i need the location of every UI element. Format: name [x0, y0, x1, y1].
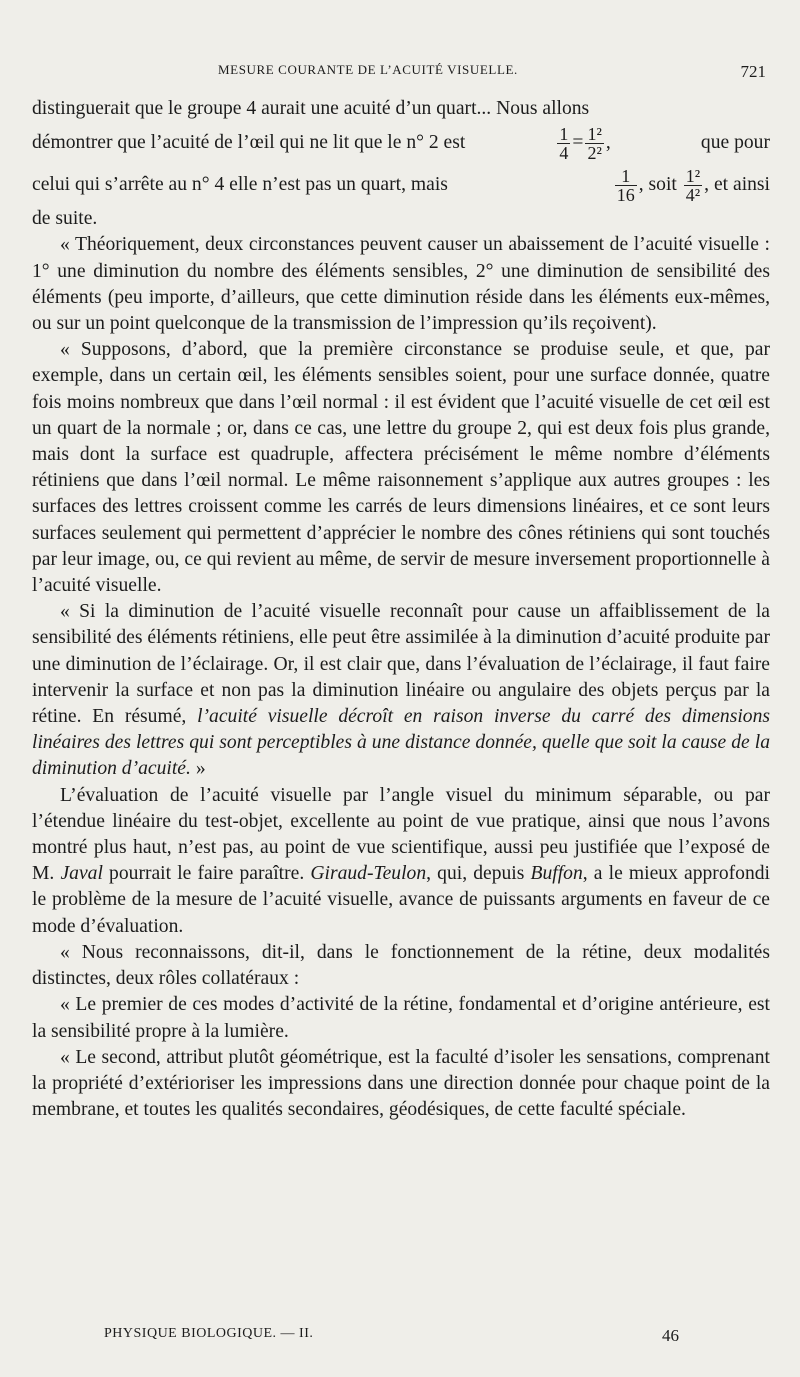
text-fragment: celui qui s’arrête au n° 4 elle n’est pas un quart, mais	[32, 174, 448, 196]
sheet-number: 46	[662, 1326, 679, 1345]
page-header	[0, 62, 800, 86]
page-body	[32, 96, 770, 1123]
fraction: $\frac{1}{4}$	[559, 123, 569, 163]
equation: $\frac{1}{4}$ = $\frac{\text{1²}}{\text{2²}}$ ,	[559, 123, 611, 163]
fraction: $\frac{1}{16}$	[616, 165, 635, 205]
page-number: 721	[740, 62, 766, 81]
paragraph: « Si la diminution de l’acuité visuelle reconnaît pour cause un affaiblissement de la sensibilité des éléments rétiniens, elle peut être assimilée à la diminution d’acuité produite par une diminution de l’éclairage. Or, il est clair que, dans l’évaluation de l’éclairage, il faut faire intervenir la surface et non pas la diminution linéaire ou angulaire des objets perçus par la rétine. En résumé, l’acuité visuelle décroît en raison inverse du carré des dimensions linéaires des lettres qui sont perceptibles à une distance donnée, quelle que soit la cause de la diminution d’acuité. »	[32, 601, 770, 780]
paragraph: « Nous reconnaissons, dit-il, dans le fonctionnement de la rétine, deux modalités distinctes, deux rôles collatéraux :	[32, 941, 770, 990]
author-name: Buffon	[530, 863, 583, 885]
paragraph: « Théoriquement, deux circonstances peuvent causer un abaissement de l’acuité visuelle : 1° une diminution du nombre des éléments sensibles, 2° une diminution de sensibilité des éléments (peu importe, d’ailleurs, que cette diminution réside dans les éléments eux-mêmes, ou sur un point quelconque de la transmission de l’impression qu’ils reçoivent).	[32, 234, 770, 335]
italic-emphasis: l’acuité visuelle décroît en raison inverse du carré des dimensions linéaires des lettres qui sont perceptibles à une distance donnée, quelle que soit la cause de la diminution d’acuité.	[32, 706, 770, 780]
text-line: distinguerait que le groupe 4 aurait une acuité d’un quart... Nous allons	[32, 98, 590, 119]
paragraph: L’évaluation de l’acuité visuelle par l’angle visuel du minimum séparable, ou par l’étendue linéaire du test-objet, excellente au point de vue pratique, ainsi que nous l’avons montré plus haut, n’est pas, au point de vue scientifique, aussi peu justifiée que l’exposé de M. Javal pourrait le faire paraître. Giraud-Teulon, qui, depuis Buffon, a le mieux approfondi le problème de la mesure de l’acuité visuelle, avance de puissants arguments en faveur de ce mode d’évaluation.	[32, 784, 770, 937]
text-line: de suite.	[32, 208, 98, 230]
math-line-1	[32, 122, 770, 164]
fraction: $\frac{\text{1²}}{\text{4²}}$	[685, 165, 701, 205]
page-footer	[0, 1326, 800, 1350]
equation: $\frac{1}{16}$ , soit $\frac{\text{1²}}{\text{4²}}$ , et ainsi	[616, 165, 770, 205]
author-name: Javal	[60, 863, 103, 885]
text-fragment: démontrer que l’acuité de l’œil qui ne lit que le n° 2 est	[32, 132, 466, 154]
paragraph: « Le premier de ces modes d’activité de la rétine, fondamental et d’origine antérieure, est la sensibilité propre à la lumière.	[32, 994, 770, 1042]
text-fragment: que pour	[700, 132, 770, 154]
author-name: Giraud-Teulon	[310, 863, 427, 885]
paragraph: « Supposons, d’abord, que la première circonstance se produise seule, et que, par exemple, dans un certain œil, les éléments sensibles soient, pour une surface donnée, quatre fois moins nombreux que dans l’œil normal : il est évident que l’acuité visuelle de cet œil est un quart de la normale ; or, dans ce cas, une lettre du groupe 2, qui est deux fois plus grande, mais dont la surface est quadruple, affectera précisément le même nombre d’éléments rétiniens que dans l’œil normal. Le même raisonnement s’applique aux autres groupes : les surfaces des lettres croissent comme les carrés de leurs dimensions linéaires, et ce sont leurs surfaces seulement qui permettent d’apprécier le nombre des cônes rétiniens qui sont touchés par leur image, ou, ce qui revient au même, de servir de mesure inversement proportionnelle à l’acuité visuelle.	[32, 339, 770, 597]
fraction: $\frac{\text{1²}}{\text{2²}}$	[587, 123, 602, 163]
running-title: MESURE COURANTE DE L’ACUITÉ VISUELLE.	[218, 62, 518, 77]
paragraph: « Le second, attribut plutôt géométrique, est la faculté d’isoler les sensations, comprenant la propriété d’extérioriser les impressions dans une direction donnée pour chaque point de la membrane, et toutes les qualités secondaires, géodésiques, de cette faculté spéciale.	[32, 1046, 770, 1121]
footer-signature: PHYSIQUE BIOLOGIQUE. — II.	[104, 1326, 314, 1341]
math-line-2	[32, 164, 770, 206]
